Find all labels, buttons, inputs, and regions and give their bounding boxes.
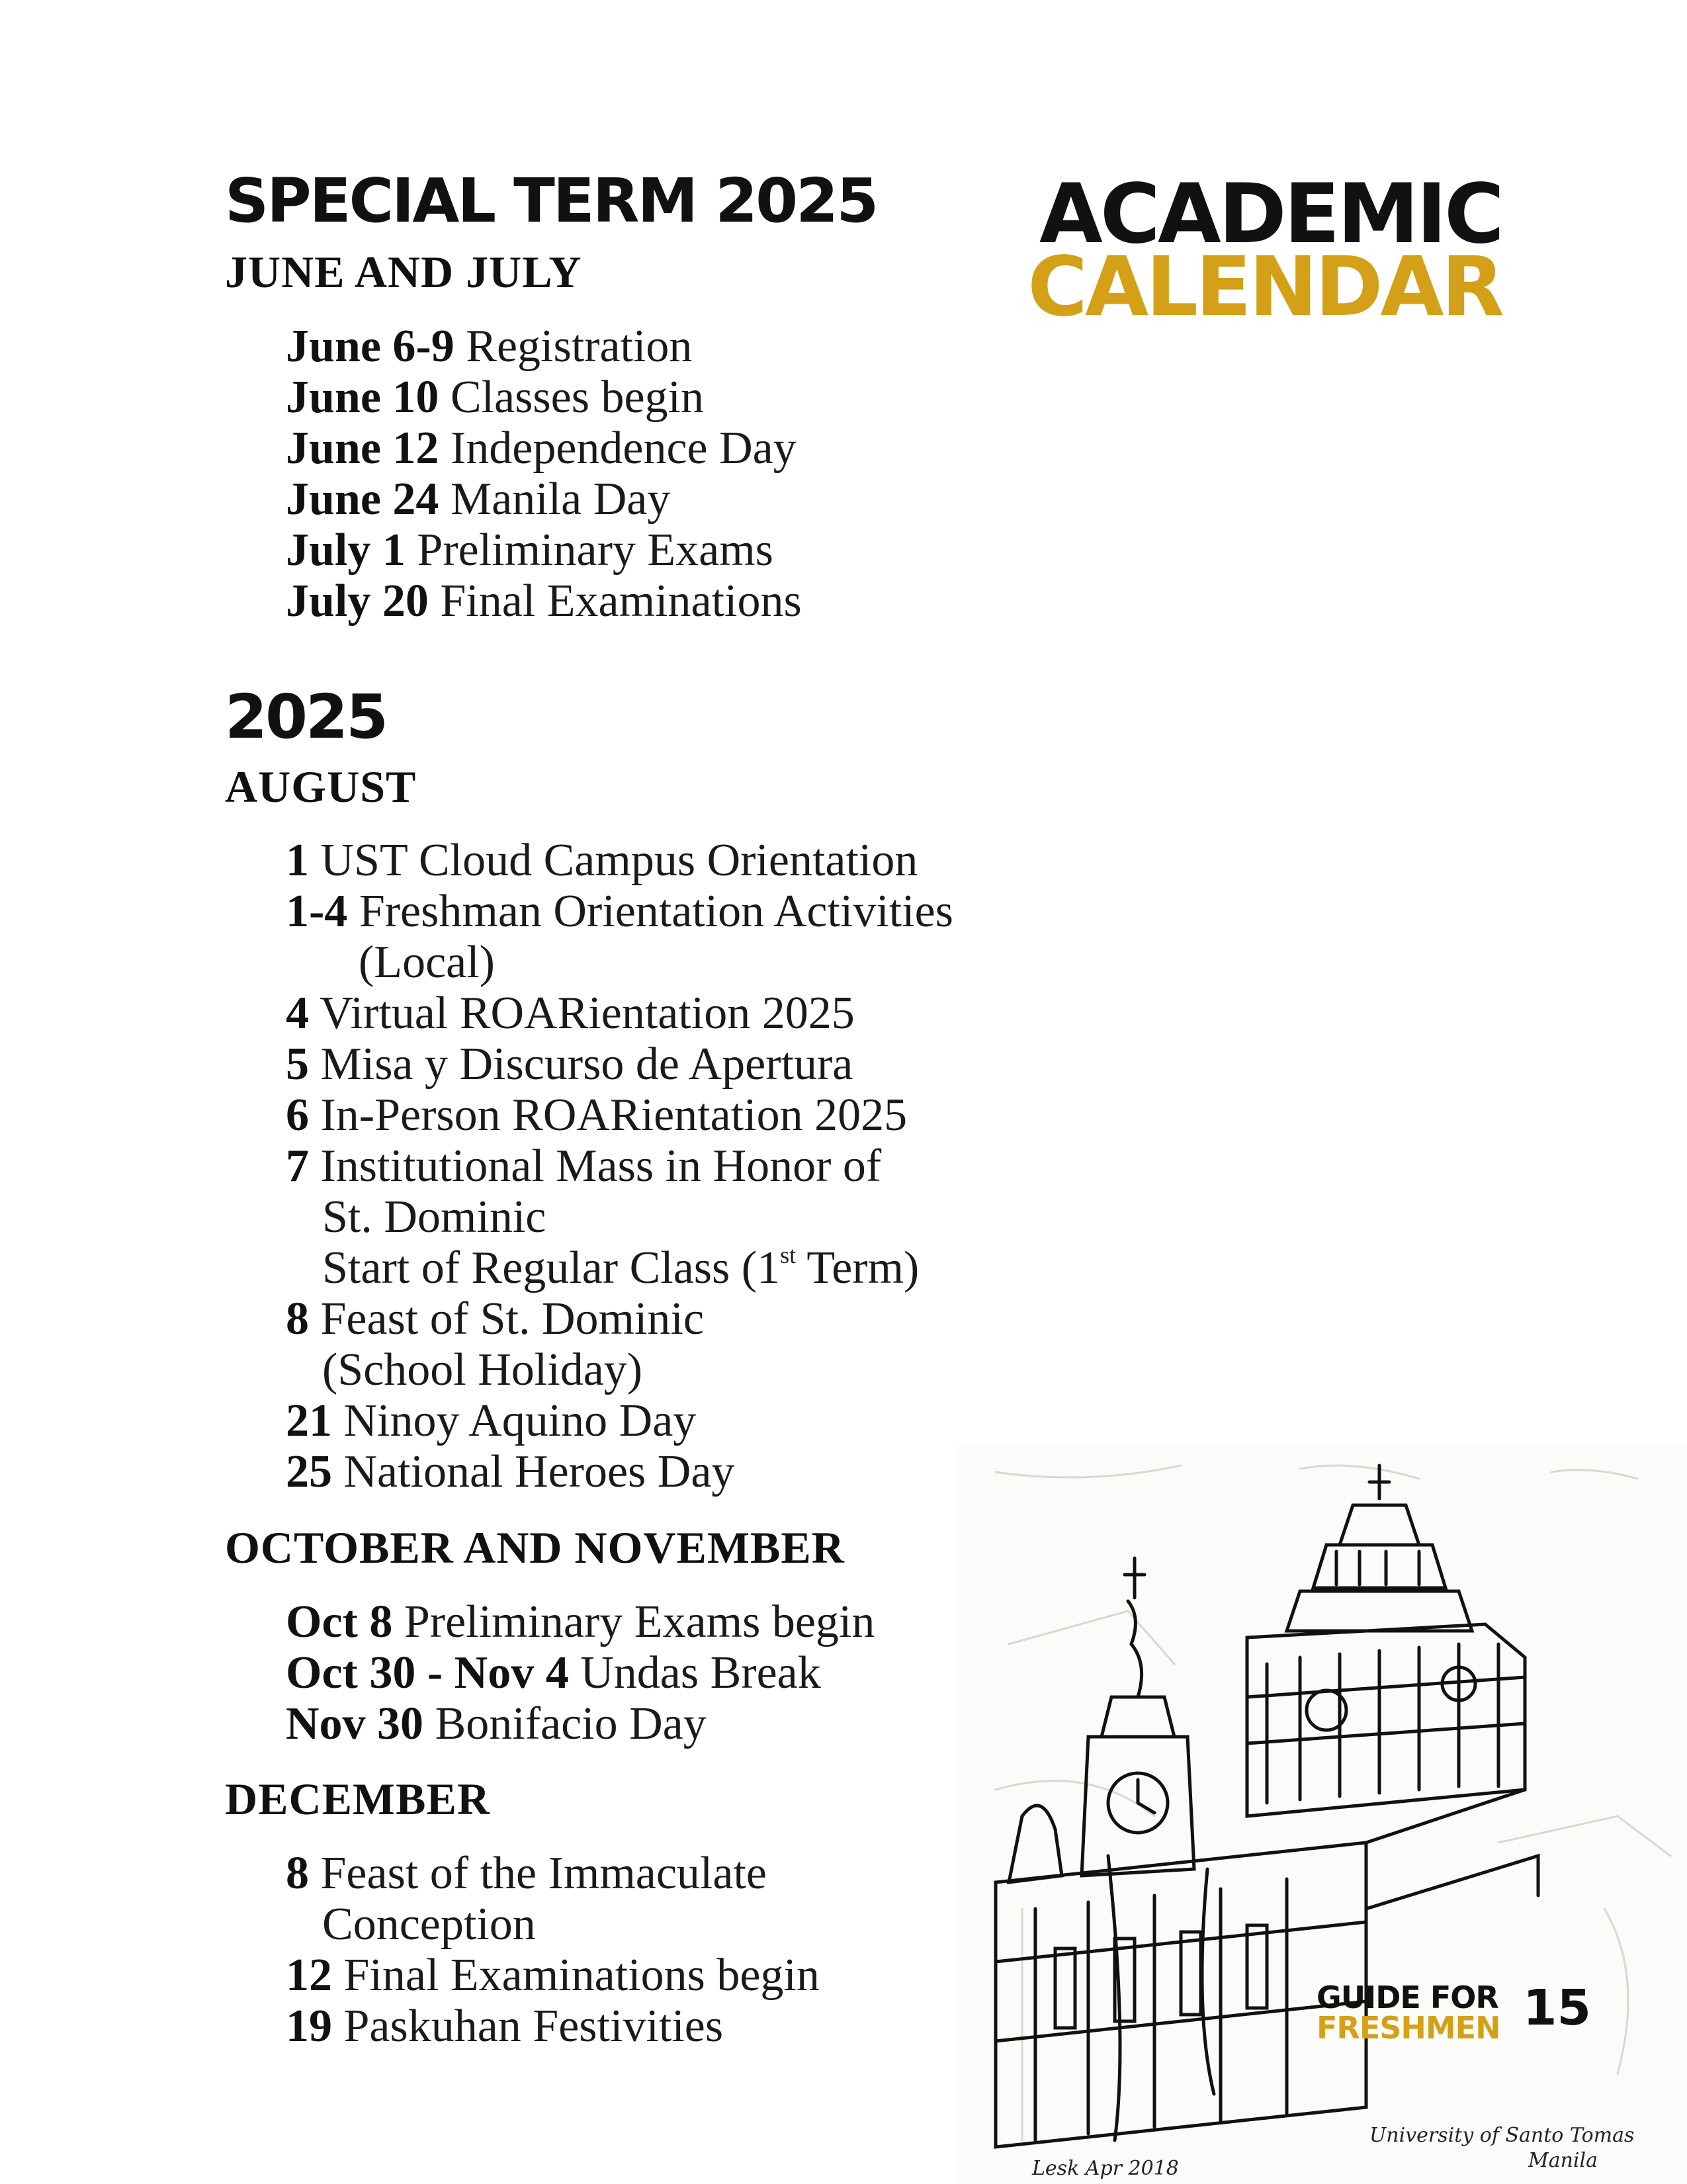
list-item bbox=[286, 474, 802, 525]
event-date: June 12 bbox=[286, 423, 439, 474]
event-date: July 1 bbox=[286, 525, 406, 576]
event-text: Classes begin bbox=[450, 372, 704, 423]
event-date: 4 bbox=[286, 988, 309, 1039]
june-july-subheading: JUNE AND JULY bbox=[225, 247, 582, 297]
footer-label-bottom: FRESHMEN bbox=[1317, 2010, 1500, 2046]
event-date: 5 bbox=[286, 1039, 309, 1090]
oct-nov-events bbox=[286, 1596, 875, 1749]
list-item bbox=[286, 886, 953, 988]
list-item bbox=[286, 1950, 820, 2001]
event-text: In-Person ROARientation 2025 bbox=[320, 1090, 908, 1141]
list-item bbox=[286, 321, 802, 372]
event-text: National Heroes Day bbox=[343, 1446, 735, 1497]
event-text-continued: St. Dominic bbox=[322, 1192, 546, 1243]
event-date: 1 bbox=[286, 835, 309, 886]
event-date: 6 bbox=[286, 1090, 309, 1141]
event-text: Feast of the Immaculate bbox=[320, 1848, 767, 1899]
event-date: 12 bbox=[286, 1950, 332, 2001]
oct-nov-subheading: OCTOBER AND NOVEMBER bbox=[225, 1522, 845, 1573]
list-item bbox=[286, 1698, 875, 1749]
list-item bbox=[286, 1141, 953, 1293]
event-text: Paskuhan Festivities bbox=[343, 2001, 724, 2052]
list-item bbox=[286, 576, 802, 627]
event-date: 25 bbox=[286, 1446, 332, 1497]
list-item bbox=[286, 2001, 820, 2052]
main-building-sketch bbox=[956, 1446, 1687, 2184]
special-term-heading: SPECIAL TERM 2025 bbox=[225, 165, 877, 236]
event-text-continued: (School Holiday) bbox=[322, 1344, 643, 1395]
event-text-continued: (Local) bbox=[359, 937, 495, 988]
footer-label-top: GUIDE FOR bbox=[1317, 1980, 1498, 2015]
event-text: Independence Day bbox=[450, 423, 797, 474]
calendar-title: CALENDAR bbox=[1027, 240, 1502, 335]
event-date: 21 bbox=[286, 1395, 332, 1446]
list-item bbox=[286, 1293, 953, 1395]
list-item bbox=[286, 1039, 953, 1090]
event-date: 1-4 bbox=[286, 886, 348, 937]
event-date: 8 bbox=[286, 1848, 309, 1899]
event-text: Preliminary Exams bbox=[417, 525, 773, 576]
page-number: 15 bbox=[1523, 1980, 1591, 2036]
event-date: June 10 bbox=[286, 372, 439, 423]
event-text: Misa y Discurso de Apertura bbox=[320, 1039, 853, 1090]
august-events bbox=[286, 835, 953, 1497]
august-subheading: AUGUST bbox=[225, 762, 417, 812]
event-date: June 6-9 bbox=[286, 321, 454, 372]
list-item bbox=[286, 1446, 953, 1497]
event-text: UST Cloud Campus Orientation bbox=[320, 835, 918, 886]
list-item bbox=[286, 372, 802, 423]
list-item bbox=[286, 1395, 953, 1446]
event-text-continued: Conception bbox=[322, 1899, 536, 1950]
december-events bbox=[286, 1848, 820, 2052]
event-text: Ninoy Aquino Day bbox=[343, 1395, 697, 1446]
list-item bbox=[286, 1647, 875, 1698]
event-text: Undas Break bbox=[580, 1647, 821, 1698]
list-item bbox=[286, 988, 953, 1039]
sketch-caption-line-2: Manila bbox=[1528, 2149, 1598, 2172]
event-date: Oct 8 bbox=[286, 1596, 393, 1647]
building-sketch-illustration bbox=[956, 1446, 1687, 2184]
event-date: July 20 bbox=[286, 576, 429, 627]
event-text: Preliminary Exams begin bbox=[404, 1596, 875, 1647]
event-text: Final Examinations bbox=[440, 576, 802, 627]
event-text: Registration bbox=[466, 321, 693, 372]
artist-signature: Lesk Apr 2018 bbox=[1032, 2157, 1179, 2180]
event-date: 8 bbox=[286, 1293, 309, 1344]
event-date: Nov 30 bbox=[286, 1698, 424, 1749]
academic-title: ACADEMIC bbox=[1039, 167, 1502, 262]
event-date: Oct 30 - Nov 4 bbox=[286, 1647, 569, 1698]
event-date: June 24 bbox=[286, 474, 439, 525]
event-text: Manila Day bbox=[450, 474, 671, 525]
list-item bbox=[286, 525, 802, 576]
list-item bbox=[286, 835, 953, 886]
event-text: Institutional Mass in Honor of bbox=[320, 1141, 882, 1192]
special-term-events bbox=[286, 321, 802, 627]
event-text: Freshman Orientation Activities bbox=[359, 886, 953, 937]
event-text: Virtual ROARientation 2025 bbox=[320, 988, 855, 1039]
list-item bbox=[286, 1090, 953, 1141]
year-heading: 2025 bbox=[225, 681, 387, 752]
event-date: 7 bbox=[286, 1141, 309, 1192]
event-text: Bonifacio Day bbox=[435, 1698, 707, 1749]
guide-for-freshmen-label bbox=[1317, 1980, 1500, 2046]
list-item bbox=[286, 1596, 875, 1647]
regular-class-start: Start of Regular Class (1st Term) bbox=[322, 1242, 920, 1293]
event-text: Final Examinations begin bbox=[343, 1950, 820, 2001]
event-date: 19 bbox=[286, 2001, 332, 2052]
sketch-caption-line-1: University of Santo Tomas bbox=[1369, 2124, 1635, 2147]
december-subheading: DECEMBER bbox=[225, 1774, 490, 1824]
list-item bbox=[286, 423, 802, 474]
event-text: Feast of St. Dominic bbox=[320, 1293, 704, 1344]
list-item bbox=[286, 1848, 820, 1950]
